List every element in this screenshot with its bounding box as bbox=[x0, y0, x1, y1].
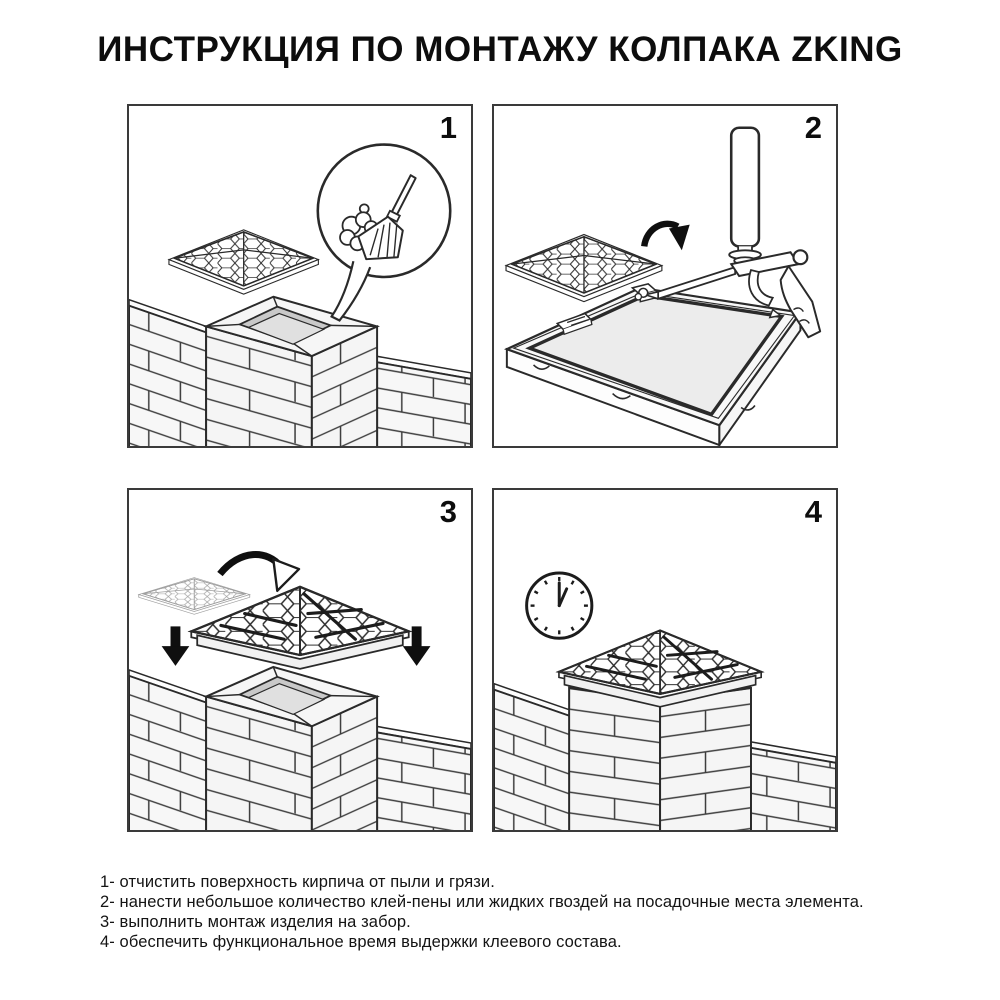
panel-step-3 bbox=[127, 488, 473, 832]
down-arrow-left-icon bbox=[162, 626, 190, 666]
step4-illustration-wait-cure bbox=[494, 490, 836, 830]
step3-illustration-mount-cap bbox=[129, 490, 471, 830]
flipped-cap-tray bbox=[507, 284, 801, 445]
magnifier-callout bbox=[318, 145, 450, 321]
cap-product-icon bbox=[169, 230, 318, 294]
cap-ghost-icon bbox=[139, 578, 250, 615]
panel-step-4 bbox=[492, 488, 838, 832]
page-title: ИНСТРУКЦИЯ ПО МОНТАЖУ КОЛПАКА ZKING bbox=[97, 30, 903, 69]
flip-arrow-icon bbox=[220, 555, 299, 591]
step-number-3: 3 bbox=[439, 494, 457, 529]
instruction-line-3: 3- выполнить монтаж изделия на забор. bbox=[100, 913, 411, 931]
clock-icon bbox=[527, 573, 592, 638]
instruction-line-2: 2- нанести небольшое количество клей-пены или жидких гвоздей на посадочные места элемента. bbox=[100, 893, 864, 911]
flip-arrow-icon bbox=[644, 224, 689, 250]
panel-step-2 bbox=[492, 104, 838, 448]
instructions-list bbox=[100, 872, 960, 952]
instruction-line-4: 4- обеспечить функциональное время выдержки клеевого состава. bbox=[100, 933, 622, 951]
step-number-1: 1 bbox=[439, 110, 457, 145]
panel-step-1 bbox=[127, 104, 473, 448]
step-number-2: 2 bbox=[804, 110, 822, 145]
instruction-line-1: 1- отчистить поверхность кирпича от пыли и грязи. bbox=[100, 873, 495, 891]
step2-illustration-apply-glue bbox=[494, 106, 836, 446]
step-number-4: 4 bbox=[804, 494, 822, 529]
step1-illustration-clean-pillar bbox=[129, 106, 471, 446]
